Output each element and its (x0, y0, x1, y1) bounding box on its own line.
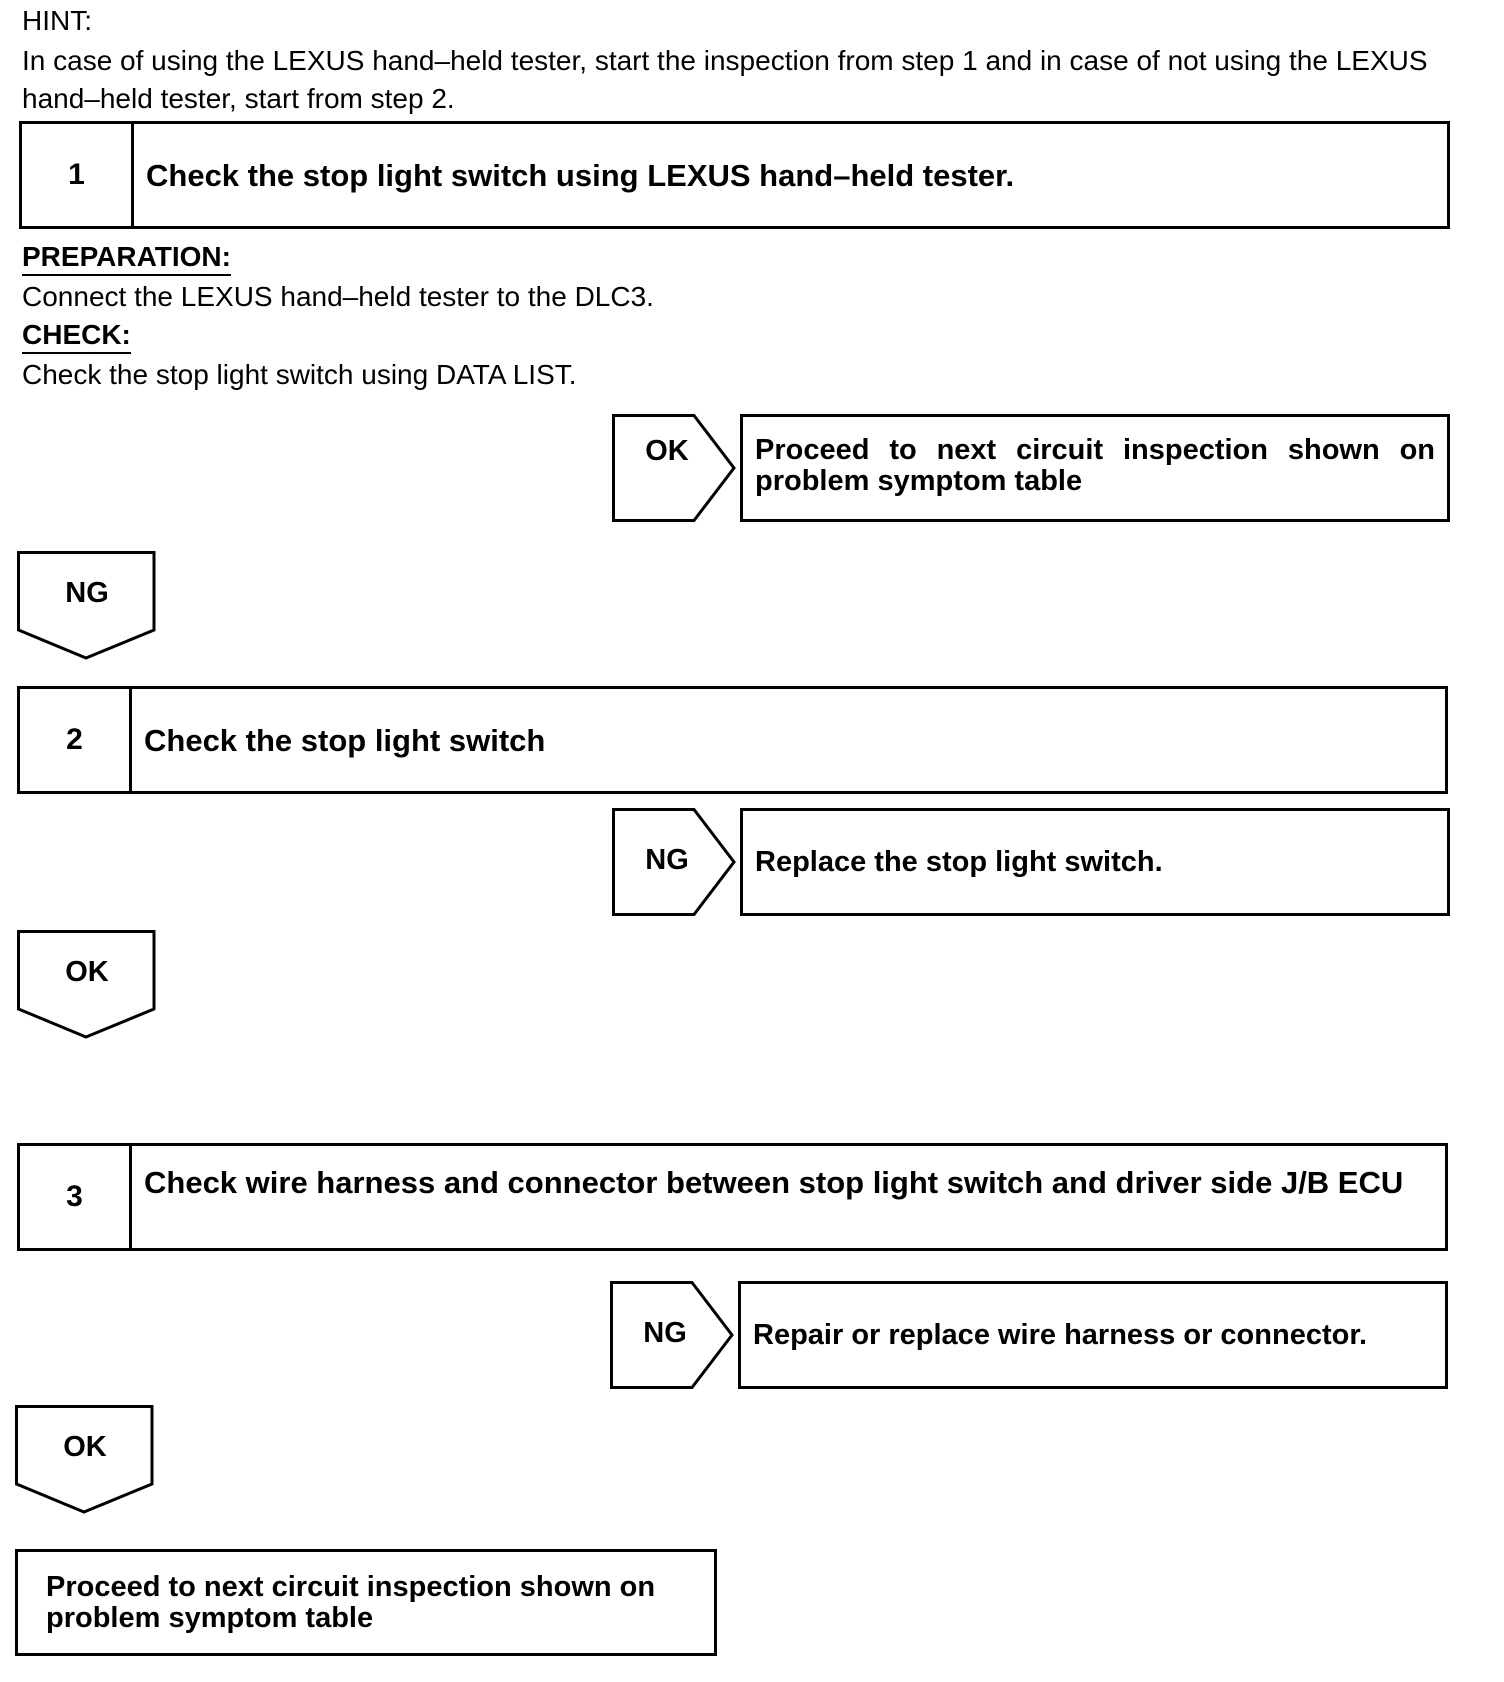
hint-label: HINT: (22, 5, 92, 36)
step-2-title: Check the stop light switch (144, 722, 546, 758)
ok-down-arrow-2-label: OK (65, 956, 109, 988)
preparation-label: PREPARATION: (22, 240, 231, 276)
check-label: CHECK: (22, 318, 131, 354)
step-3-box (17, 1143, 1448, 1251)
step-1-number: 1 (22, 124, 134, 226)
step-3-ng-result: Repair or replace wire harness or connector. (738, 1281, 1448, 1389)
hint-text: In case of using the LEXUS hand–held tester, start the inspection from step 1 and in case of not using the LEXUS hand–held tester, start from step 2. (22, 45, 1428, 114)
ng-right-arrow-3-label: NG (643, 1317, 687, 1349)
ng-down-arrow-1-label: NG (65, 577, 109, 609)
ok-right-arrow-1-label: OK (645, 435, 689, 467)
ok-right-arrow-1 (612, 414, 738, 522)
final-result-box: Proceed to next circuit inspection shown on problem symptom table (15, 1549, 717, 1656)
preparation-heading (22, 240, 231, 276)
ok-down-arrow-3-label: OK (63, 1431, 107, 1463)
step-1-box (19, 121, 1450, 229)
preparation-text: Connect the LEXUS hand–held tester to the DLC3. (22, 281, 654, 312)
step-2-ng-result: Replace the stop light switch. (740, 808, 1450, 916)
step-1-title: Check the stop light switch using LEXUS hand–held tester. (146, 157, 1015, 193)
step-3-number: 3 (20, 1146, 132, 1248)
step-2-number: 2 (20, 689, 132, 791)
ng-right-arrow-2-label: NG (645, 844, 689, 876)
step-1-ok-result: Proceed to next circuit inspection shown on problem symptom table (740, 414, 1450, 522)
step-2-box (17, 686, 1448, 794)
check-text: Check the stop light switch using DATA LIST. (22, 359, 577, 390)
check-heading (22, 318, 131, 354)
step-3-title: Check wire harness and connector between stop light switch and driver side J/B ECU (144, 1165, 1404, 1200)
